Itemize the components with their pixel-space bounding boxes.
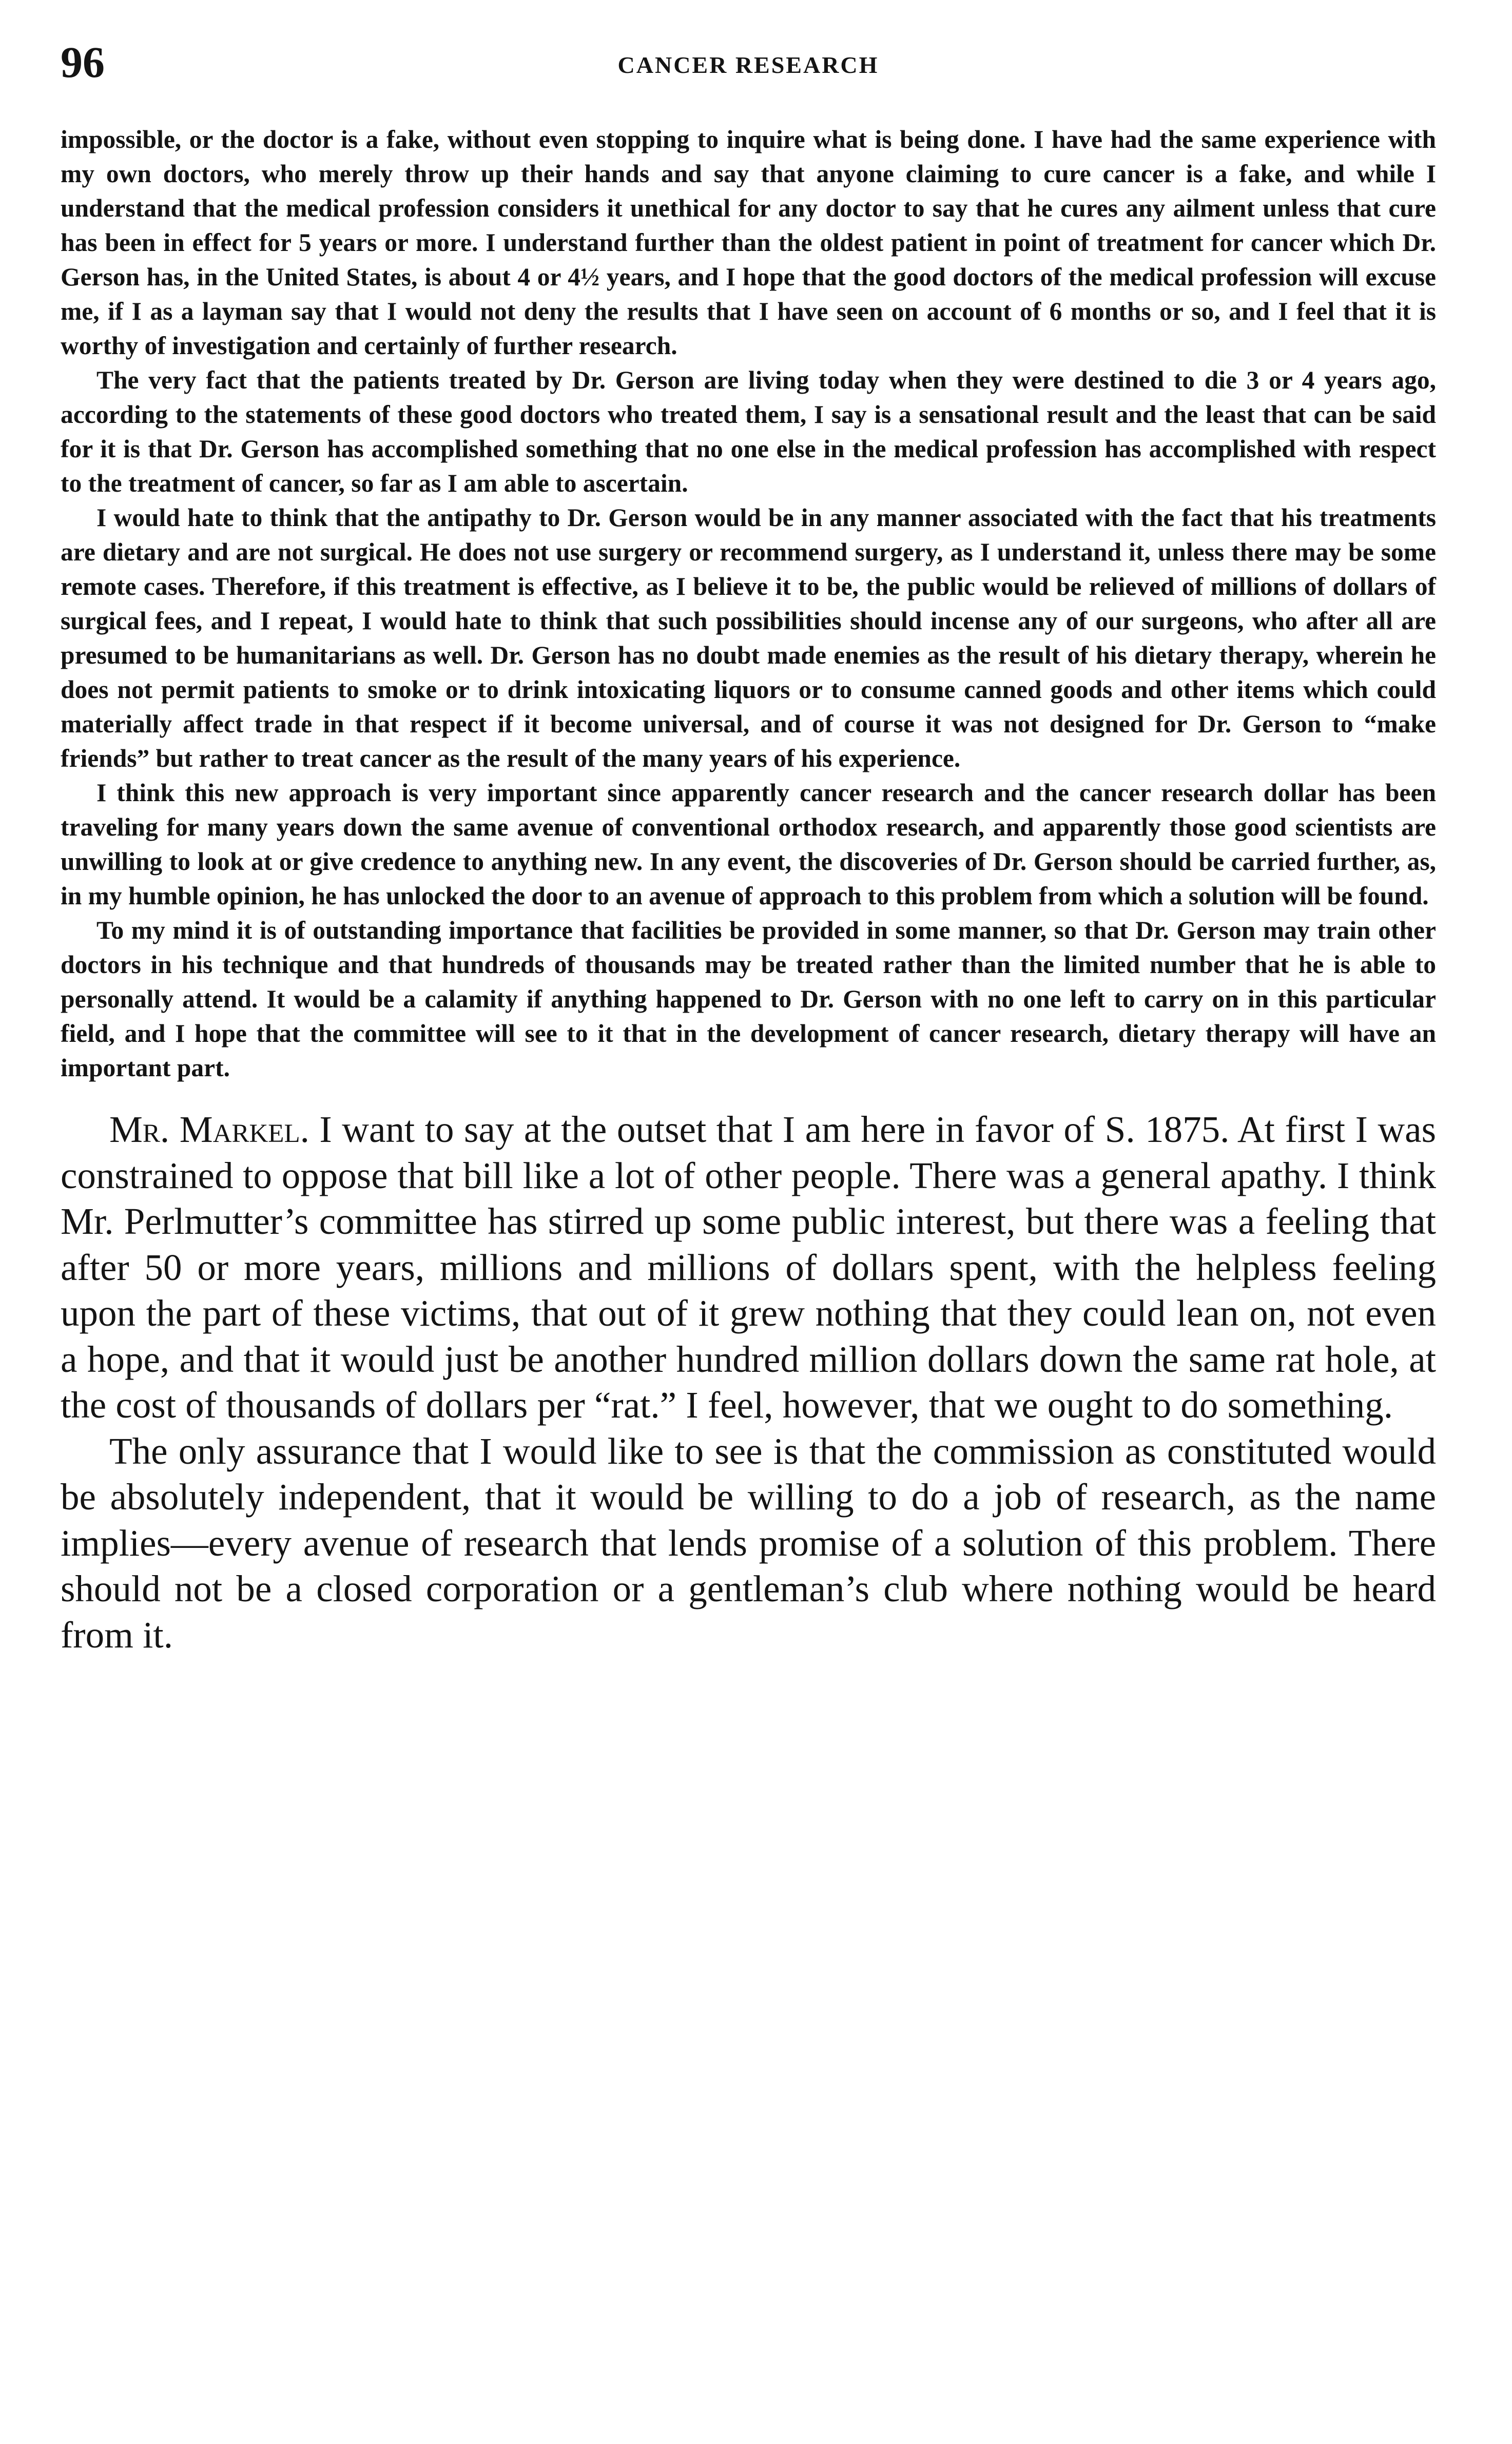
letter-paragraph: I think this new approach is very important since apparently cancer research and the cancer research dollar has been traveling for many years down the same avenue of conventional orthodox research, and apparently those good scientists are unwilling to look at or give credence to anything new. In any event, the discoveries of Dr. Gerson should be carried further, as, in my humble opinion, he has unlocked the door to an avenue of approach to this problem from which a solution will be found. [61,779,1436,910]
letter-paragraph: I would hate to think that the antipathy to Dr. Gerson would be in any manner associated with the fact that his treatments are dietary and are not surgical. He does not use surgery or recommend surgery, as I understand it, unless there may be some remote cases. Therefore, if this treatment is effective, as I believe it to be, the public would be relieved of millions of dollars of surgical fees, and I repeat, I would hate to think that such possibilities should incense any of our surgeons, who after all are presumed to be humanitarians as well. Dr. Gerson has no doubt made enemies as the result of his dietary therapy, wherein he does not permit patients to smoke or to drink intoxicating liquors or to consume canned goods and other items which could materially affect trade in that respect if it become universal, and of course it was not designed for Dr. Gerson to “make friends” but rather to treat cancer as the result of the many years of his experience. [61,503,1436,772]
testimony [61,1107,1436,1658]
letter-paragraph: impossible, or the doctor is a fake, without even stopping to inquire what is being done. I have had the same experience with my own doctors, who merely throw up their hands and say that anyone claiming to cure cancer is a fake, and while I understand that the medical profession considers it unethical for any doctor to say that he cures any ailment unless that cure has been in effect for 5 years or more. I understand further than the oldest patient in point of treatment for cancer which Dr. Gerson has, in the United States, is about 4 or 4½ years, and I hope that the good doctors of the medical profession will excuse me, if I as a layman say that I would not deny the results that I have seen on account of 6 months or so, and I feel that it is worthy of investigation and certainly of further research. [61,125,1436,360]
running-head [61,37,1436,96]
letter-paragraph: To my mind it is of outstanding importance that facilities be provided in some manner, so that Dr. Gerson may train other doctors in his technique and that hundreds of thousands may be treated rather than the limited number that he is able to personally attend. It would be a calamity if anything happened to Dr. Gerson with no one left to carry on in this particular field, and I hope that the committee will see to it that in the development of cancer research, dietary therapy will have an important part. [61,916,1436,1082]
letter-paragraph: The very fact that the patients treated by Dr. Gerson are living today when they were destined to die 3 or 4 years ago, according to the statements of these good doctors who treated them, I say is a sensational result and the least that can be said for it is that Dr. Gerson has accomplished something that no one else in the medical profession has accomplished with respect to the treatment of cancer, so far as I am able to ascertain. [61,366,1436,497]
speaker-name: Mr. Markel. [109,1109,309,1150]
testimony-paragraph: The only assurance that I would like to see is that the commission as constituted would be absolutely independent, that it would be willing to do a job of research, as the name implies—every avenue of research that lends promise of a solution of this problem. There should not be a closed corporation or a gentleman’s club where nothing would be heard from it. [61,1430,1436,1656]
testimony-text: I want to say at the outset that I am here in favor of S. 1875. At first I was constrained to oppose that bill like a lot of other people. There was a general apathy. I think Mr. Perlmutter’s committee has stirred up some public interest, but there was a feeling that after 50 or more years, millions and millions of dollars spent, with the helpless feeling upon the part of these victims, that out of it grew nothing that they could lean on, not even a hope, and that it would just be another hundred million dollars down the same rat hole, at the cost of thousands of dollars per “rat.” I feel, however, that we ought to do something. [61,1109,1436,1426]
testimony-paragraph [61,1107,1436,1428]
document-page [61,37,1436,1658]
running-title: CANCER RESEARCH [617,52,879,78]
page-number: 96 [61,37,105,87]
letter-excerpt [61,122,1436,1085]
